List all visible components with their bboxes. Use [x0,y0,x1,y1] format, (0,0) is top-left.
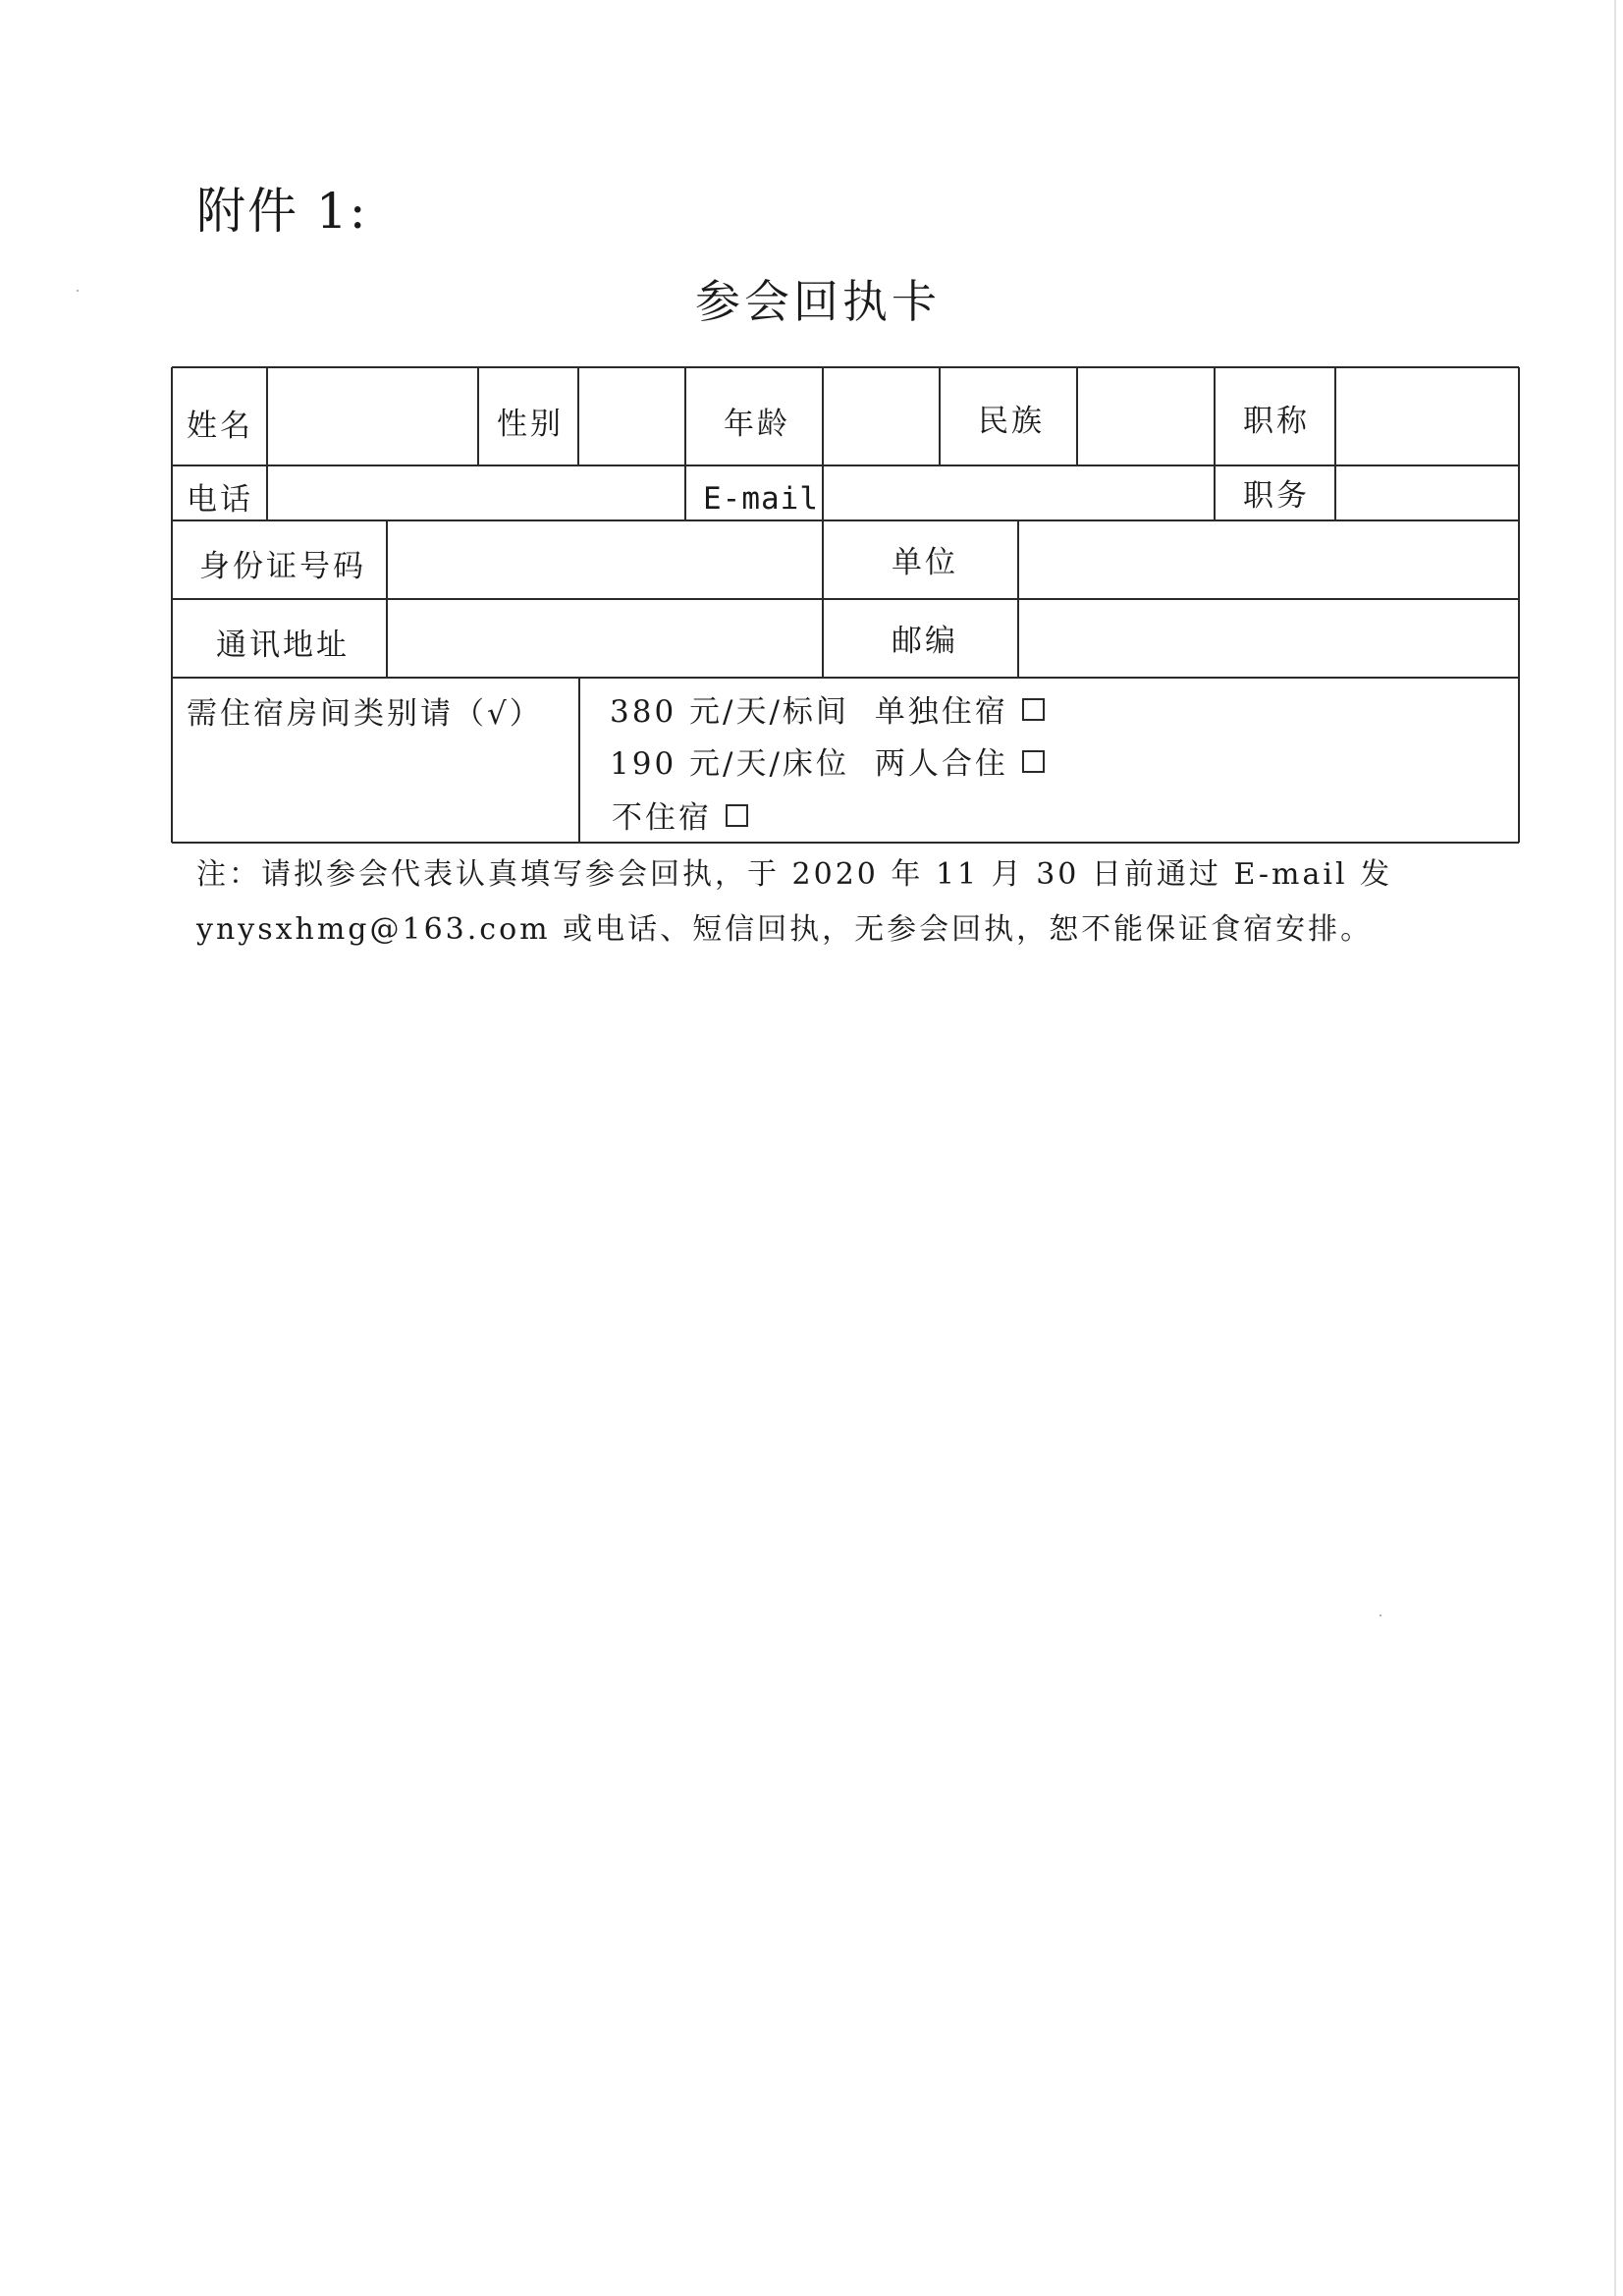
unit-field[interactable] [1020,522,1517,597]
professional-title-label: 职称 [1243,404,1310,439]
option-price: 不住宿 [612,800,712,836]
name-field[interactable] [269,369,476,464]
scan-speck [1380,1614,1381,1616]
scan-edge-line [1614,0,1616,2296]
age-field[interactable] [825,369,938,464]
address-field[interactable] [389,601,821,676]
id-number-label: 身份证号码 [199,549,366,584]
professional-title-field[interactable] [1337,369,1517,464]
accommodation-option-standard [610,694,1045,730]
gender-label: 性别 [497,407,564,442]
option-type: 单独住宿 [874,694,1008,730]
accommodation-option-none [612,800,748,836]
accommodation-option-bed [610,746,1045,782]
gender-field[interactable] [580,369,683,464]
accommodation-label: 需住宿房间类别请（√） [187,696,543,732]
note-line-1: 注：请拟参会代表认真填写参会回执，于 2020 年 11 月 30 日前通过 E-mail 发 [196,857,1393,892]
option-type: 两人合住 [874,746,1008,782]
postcode-label: 邮编 [892,624,958,659]
address-label: 通讯地址 [216,628,350,663]
position-label: 职务 [1243,478,1310,514]
email-label: E-mail [703,481,819,517]
ethnicity-label: 民族 [978,404,1045,439]
postcode-field[interactable] [1020,601,1517,676]
name-label: 姓名 [187,409,253,444]
position-field[interactable] [1337,467,1517,519]
single-room-checkbox[interactable] [1022,698,1045,721]
unit-label: 单位 [892,545,958,580]
phone-label: 电话 [187,482,253,518]
option-price: 380 元/天/标间 [610,694,849,730]
ethnicity-field[interactable] [1079,369,1213,464]
scan-speck [77,290,79,292]
shared-room-checkbox[interactable] [1022,750,1045,773]
attachment-label: 附件 1: [196,183,368,240]
no-accommodation-checkbox[interactable] [726,804,748,827]
phone-field[interactable] [269,467,683,519]
option-price: 190 元/天/床位 [610,746,849,782]
email-field[interactable] [825,467,1213,519]
id-number-field[interactable] [389,522,821,597]
age-label: 年龄 [724,407,790,442]
form-title: 参会回执卡 [695,275,941,328]
note-line-2: ynysxhmg@163.com 或电话、短信回执，无参会回执，恕不能保证食宿安排。 [196,912,1374,947]
